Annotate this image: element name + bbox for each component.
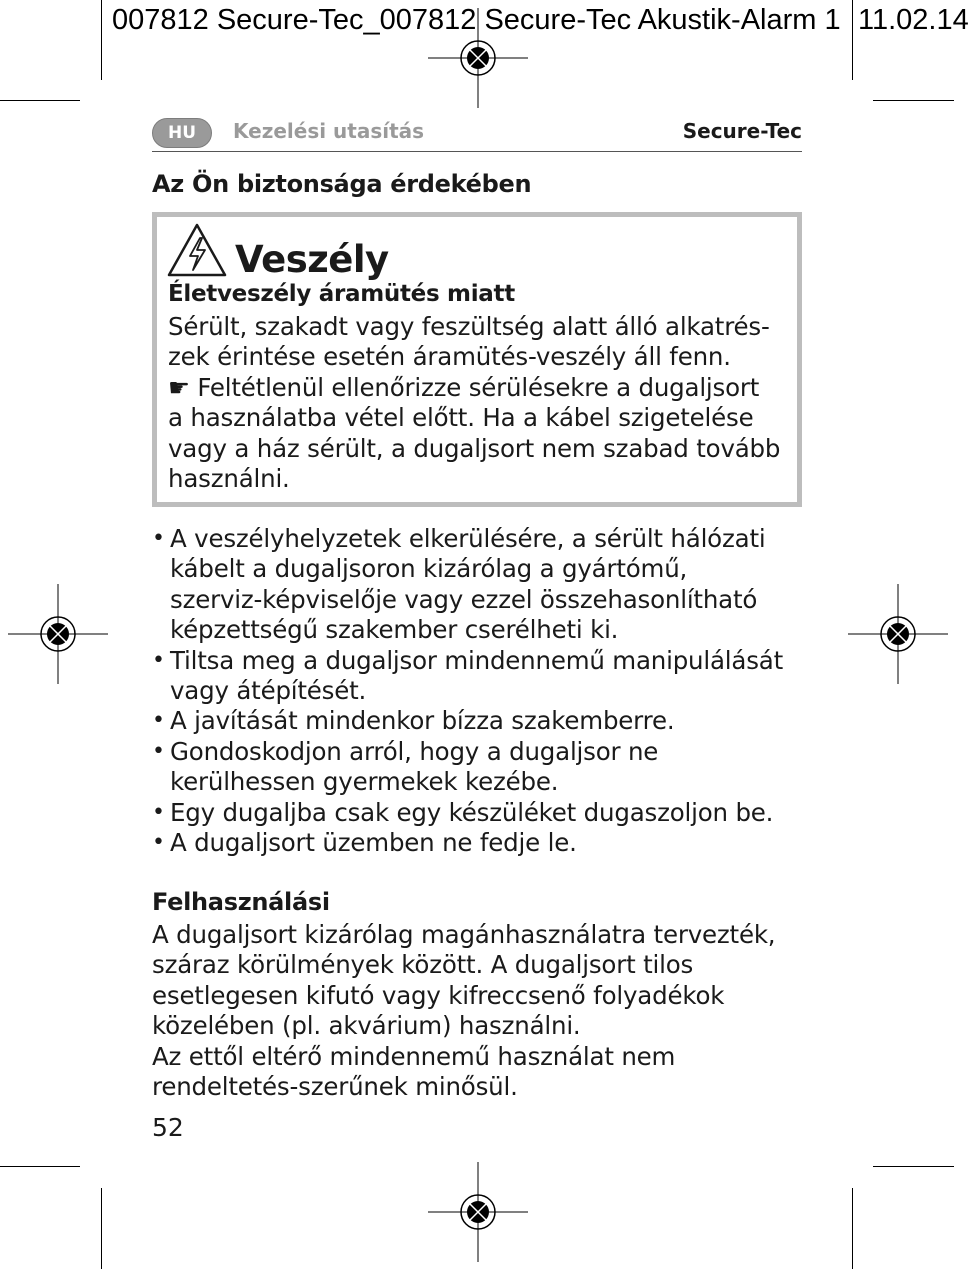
list-item xyxy=(152,737,783,798)
warning-text-line: használni. xyxy=(168,464,290,494)
list-item-line: kerülhessen gyermekek kezébe. xyxy=(170,767,559,797)
usage-text-line: rendeltetés-szerűnek minősül. xyxy=(152,1072,518,1102)
language-badge: HU xyxy=(152,118,212,148)
page-number: 52 xyxy=(152,1113,184,1142)
list-item-line: Egy dugaljba csak egy készüléket dugaszoljon be. xyxy=(170,797,774,827)
high-voltage-warning-icon xyxy=(166,222,228,278)
usage-text xyxy=(152,920,775,1102)
warning-text-line: Sérült, szakadt vagy feszültség alatt álló alkatrés- xyxy=(168,312,770,341)
list-item-line: kábelt a dugaljsoron kizárólag a gyártómű, xyxy=(170,554,688,584)
warning-text-line: a használatba vétel előtt. Ha a kábel szigetelése xyxy=(168,403,754,433)
list-item-line: szerviz-képviselője vagy ezzel összehasonlítható xyxy=(170,584,758,614)
crop-mark xyxy=(0,1166,80,1167)
usage-text-line: Az ettől eltérő mindennemű használat nem xyxy=(152,1041,676,1071)
warning-text-line: zek érintése esetén áramütés-veszély áll fenn. xyxy=(168,342,731,372)
list-item-line: Tiltsa meg a dugaljsor mindennemű manipulálását xyxy=(170,645,784,675)
list-item xyxy=(152,646,783,707)
list-item-line: képzettségű szakember cserélheti ki. xyxy=(170,615,619,645)
list-item-line: vagy átépítését. xyxy=(170,676,367,706)
print-slug-date: 11.02.14 xyxy=(858,4,969,36)
bullet-icon: • xyxy=(152,708,165,734)
list-item xyxy=(152,828,783,858)
usage-text-line: esetlegesen kifutó vagy kifreccsenő folyadékok xyxy=(152,980,725,1010)
usage-text-line: száraz körülmények között. A dugaljsort tilos xyxy=(152,950,694,980)
list-item xyxy=(152,706,783,736)
crop-mark xyxy=(101,0,102,80)
list-item xyxy=(152,524,783,646)
crop-mark xyxy=(852,0,853,80)
usage-section-title: Felhasználási xyxy=(152,888,330,916)
print-slug-title: 007812 Secure-Tec_007812 Secure-Tec Akustik-Alarm 1 xyxy=(112,4,841,36)
bullet-icon: • xyxy=(152,738,165,764)
usage-text-line: A dugaljsort kizárólag magánhasználatra tervezték, xyxy=(152,920,776,949)
registration-mark-icon xyxy=(428,8,528,108)
crop-mark xyxy=(852,1188,853,1269)
list-item-line: A veszélyhelyzetek elkerülésére, a sérült hálózati xyxy=(170,524,766,553)
list-item xyxy=(152,798,783,828)
warning-text-line: ☛ Feltétlenül ellenőrizze sérülésekre a dugaljsort xyxy=(168,372,760,402)
list-item-line: Gondoskodjon arról, hogy a dugaljsor ne xyxy=(170,736,659,766)
safety-section-title: Az Ön biztonsága érdekében xyxy=(152,170,532,198)
bullet-icon: • xyxy=(152,647,165,673)
warning-text xyxy=(168,312,780,494)
usage-text-line: közelében (pl. akvárium) használni. xyxy=(152,1011,581,1041)
crop-mark xyxy=(873,1166,954,1167)
safety-bullet-list xyxy=(152,524,783,858)
warning-text-line: vagy a ház sérült, a dugaljsort nem szabad tovább xyxy=(168,433,781,463)
crop-mark xyxy=(101,1188,102,1269)
document-type: Kezelési utasítás xyxy=(233,119,425,143)
header-divider xyxy=(152,151,802,152)
crop-mark xyxy=(873,100,954,101)
registration-mark-icon xyxy=(428,1162,528,1262)
registration-mark-icon xyxy=(848,584,948,684)
brand-name: Secure-Tec xyxy=(682,119,802,143)
bullet-icon: • xyxy=(152,526,165,551)
crop-mark xyxy=(0,100,80,101)
warning-title: Veszély xyxy=(235,238,389,281)
bullet-icon: • xyxy=(152,799,165,825)
list-item-line: A javítását mindenkor bízza szakemberre. xyxy=(170,706,675,736)
bullet-icon: • xyxy=(152,830,165,856)
registration-mark-icon xyxy=(8,584,108,684)
list-item-line: A dugaljsort üzemben ne fedje le. xyxy=(170,828,577,858)
warning-subtitle: Életveszély áramütés miatt xyxy=(168,281,515,307)
